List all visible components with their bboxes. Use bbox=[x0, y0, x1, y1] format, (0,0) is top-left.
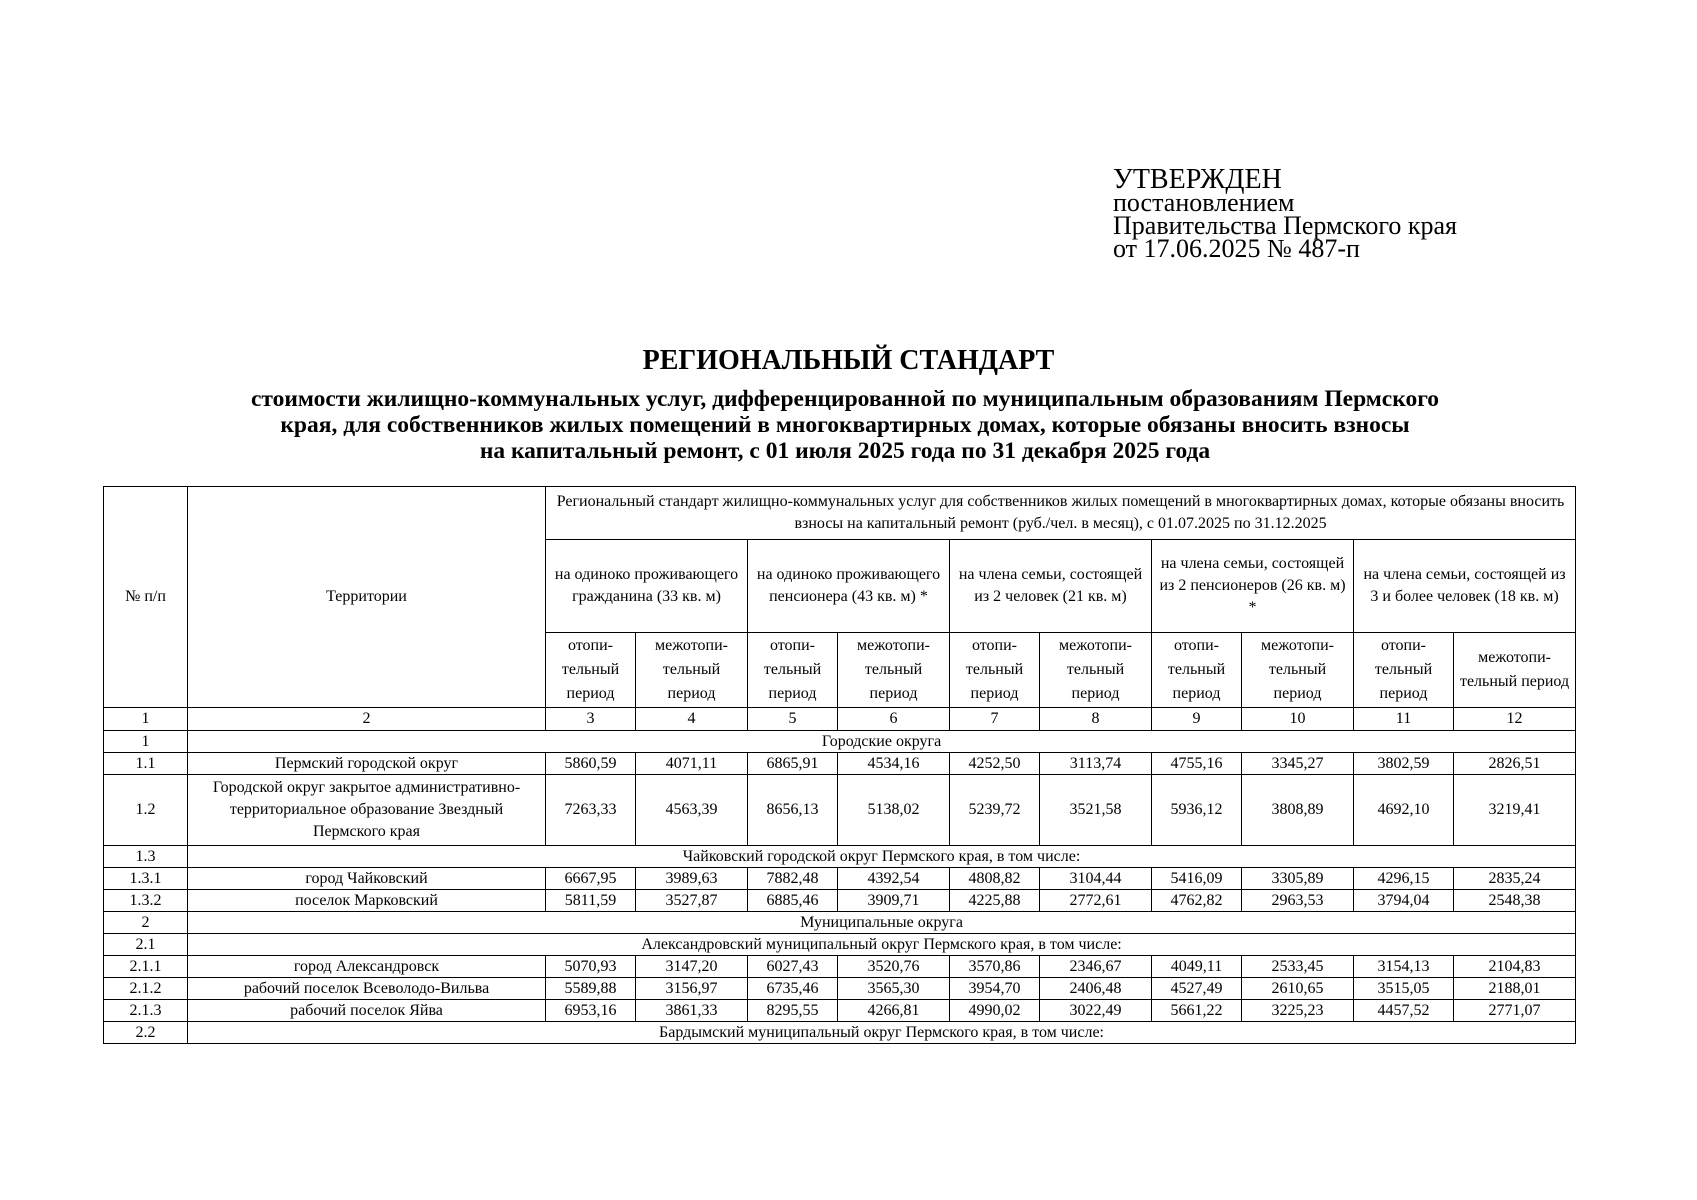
value-cell: 7263,33 bbox=[546, 775, 636, 846]
value-cell: 3225,23 bbox=[1242, 1000, 1354, 1022]
value-cell: 5416,09 bbox=[1152, 868, 1242, 890]
header-nonheating-period: межотопи-тельный период bbox=[1040, 633, 1152, 708]
table-row bbox=[104, 912, 1576, 934]
value-cell: 2610,65 bbox=[1242, 978, 1354, 1000]
row-number: 2.1 bbox=[104, 934, 188, 956]
document-title: РЕГИОНАЛЬНЫЙ СТАНДАРТ bbox=[642, 345, 1055, 376]
column-number: 3 bbox=[546, 708, 636, 731]
column-number: 7 bbox=[950, 708, 1040, 731]
value-cell: 3909,71 bbox=[838, 890, 950, 912]
territory-name: Пермский городской округ bbox=[188, 753, 546, 775]
value-cell: 3808,89 bbox=[1242, 775, 1354, 846]
value-cell: 3989,63 bbox=[636, 868, 748, 890]
column-number: 12 bbox=[1454, 708, 1576, 731]
approval-line-4: от 17.06.2025 № 487-п bbox=[1113, 234, 1360, 263]
row-number: 2.2 bbox=[104, 1022, 188, 1044]
value-cell: 3305,89 bbox=[1242, 868, 1354, 890]
header-heating-period: отопи-тельный период bbox=[1152, 633, 1242, 708]
value-cell: 2548,38 bbox=[1454, 890, 1576, 912]
value-cell: 5661,22 bbox=[1152, 1000, 1242, 1022]
row-number: 1.3 bbox=[104, 846, 188, 868]
value-cell: 2104,83 bbox=[1454, 956, 1576, 978]
value-cell: 4392,54 bbox=[838, 868, 950, 890]
row-number: 1.2 bbox=[104, 775, 188, 846]
table-row bbox=[104, 890, 1576, 912]
header-category-4: на члена семьи, состоящей из 2 пенсионеров (26 кв. м) * bbox=[1152, 540, 1354, 633]
header-heating-period: отопи-тельный период bbox=[950, 633, 1040, 708]
value-cell: 3570,86 bbox=[950, 956, 1040, 978]
value-cell: 4534,16 bbox=[838, 753, 950, 775]
row-number: 2.1.3 bbox=[104, 1000, 188, 1022]
value-cell: 3345,27 bbox=[1242, 753, 1354, 775]
value-cell: 5589,88 bbox=[546, 978, 636, 1000]
value-cell: 4990,02 bbox=[950, 1000, 1040, 1022]
value-cell: 5811,59 bbox=[546, 890, 636, 912]
value-cell: 4296,15 bbox=[1354, 868, 1454, 890]
approval-stamp bbox=[1113, 164, 1457, 263]
row-number: 2.1.2 bbox=[104, 978, 188, 1000]
section-title: Александровский муниципальный округ Пермского края, в том числе: bbox=[188, 934, 1576, 956]
table-row bbox=[104, 846, 1576, 868]
header-category-1: на одиноко проживающего гражданина (33 кв. м) bbox=[546, 540, 748, 633]
subtitle-line-2: края, для собственников жилых помещений в многоквартирных домах, которые обязаны вносить взносы bbox=[280, 412, 1410, 438]
territory-name: город Чайковский bbox=[188, 868, 546, 890]
subtitle-line-1: стоимости жилищно-коммунальных услуг, дифференцированной по муниципальным образованиям Пермского bbox=[250, 386, 1440, 412]
value-cell: 6865,91 bbox=[748, 753, 838, 775]
header-nonheating-period: межотопи-тельный период bbox=[1242, 633, 1354, 708]
value-cell: 4049,11 bbox=[1152, 956, 1242, 978]
section-title: Чайковский городской округ Пермского края, в том числе: bbox=[188, 846, 1576, 868]
value-cell: 3219,41 bbox=[1454, 775, 1576, 846]
value-cell: 6885,46 bbox=[748, 890, 838, 912]
table-row bbox=[104, 956, 1576, 978]
value-cell: 4808,82 bbox=[950, 868, 1040, 890]
territory-name: Городской округ закрытое административно-территориальное образование Звездный Пермского края bbox=[188, 775, 546, 846]
row-number: 1.3.2 bbox=[104, 890, 188, 912]
value-cell: 4755,16 bbox=[1152, 753, 1242, 775]
value-cell: 4457,52 bbox=[1354, 1000, 1454, 1022]
value-cell: 6953,16 bbox=[546, 1000, 636, 1022]
value-cell: 4692,10 bbox=[1354, 775, 1454, 846]
table-row bbox=[104, 1022, 1576, 1044]
column-number: 11 bbox=[1354, 708, 1454, 731]
header-nonheating-period: межотопи-тельный период bbox=[1454, 633, 1576, 708]
value-cell: 3802,59 bbox=[1354, 753, 1454, 775]
territory-name: город Александровск bbox=[188, 956, 546, 978]
column-number: 4 bbox=[636, 708, 748, 731]
header-heating-period: отопи-тельный период bbox=[546, 633, 636, 708]
value-cell: 8295,55 bbox=[748, 1000, 838, 1022]
value-cell: 3861,33 bbox=[636, 1000, 748, 1022]
value-cell: 3154,13 bbox=[1354, 956, 1454, 978]
table-row bbox=[104, 978, 1576, 1000]
value-cell: 3515,05 bbox=[1354, 978, 1454, 1000]
value-cell: 6667,95 bbox=[546, 868, 636, 890]
value-cell: 2826,51 bbox=[1454, 753, 1576, 775]
column-number: 2 bbox=[188, 708, 546, 731]
table-row bbox=[104, 868, 1576, 890]
column-number: 10 bbox=[1242, 708, 1354, 731]
territory-name: рабочий поселок Всеволодо-Вильва bbox=[188, 978, 546, 1000]
approval-line-2: постановлением bbox=[1113, 188, 1295, 217]
header-nonheating-period: межотопи-тельный период bbox=[636, 633, 748, 708]
value-cell: 5860,59 bbox=[546, 753, 636, 775]
header-territory: Территории bbox=[188, 487, 546, 708]
row-number: 1.1 bbox=[104, 753, 188, 775]
territory-name: рабочий поселок Яйва bbox=[188, 1000, 546, 1022]
row-number: 2 bbox=[104, 912, 188, 934]
column-number: 9 bbox=[1152, 708, 1242, 731]
header-heating-period: отопи-тельный период bbox=[1354, 633, 1454, 708]
approval-line-3: Правительства Пермского края bbox=[1113, 211, 1457, 240]
section-title: Бардымский муниципальный округ Пермского края, в том числе: bbox=[188, 1022, 1576, 1044]
value-cell: 7882,48 bbox=[748, 868, 838, 890]
header-heating-period: отопи-тельный период bbox=[748, 633, 838, 708]
header-category-5: на члена семьи, состоящей из 3 и более человек (18 кв. м) bbox=[1354, 540, 1576, 633]
value-cell: 6027,43 bbox=[748, 956, 838, 978]
column-number: 1 bbox=[104, 708, 188, 731]
value-cell: 2406,48 bbox=[1040, 978, 1152, 1000]
standard-table bbox=[103, 486, 1576, 1044]
column-number: 5 bbox=[748, 708, 838, 731]
value-cell: 4225,88 bbox=[950, 890, 1040, 912]
row-number: 1 bbox=[104, 731, 188, 753]
territory-name: поселок Марковский bbox=[188, 890, 546, 912]
value-cell: 4527,49 bbox=[1152, 978, 1242, 1000]
value-cell: 3521,58 bbox=[1040, 775, 1152, 846]
table-row bbox=[104, 753, 1576, 775]
value-cell: 8656,13 bbox=[748, 775, 838, 846]
header-category-2: на одиноко проживающего пенсионера (43 кв. м) * bbox=[748, 540, 950, 633]
value-cell: 3954,70 bbox=[950, 978, 1040, 1000]
document-subtitle bbox=[110, 386, 1580, 464]
subtitle-line-3: на капитальный ремонт, с 01 июля 2025 года по 31 декабря 2025 года bbox=[479, 438, 1211, 464]
value-cell: 4071,11 bbox=[636, 753, 748, 775]
table-row bbox=[104, 1000, 1576, 1022]
table-row bbox=[104, 775, 1576, 846]
value-cell: 3565,30 bbox=[838, 978, 950, 1000]
header-number: № п/п bbox=[104, 487, 188, 708]
value-cell: 4252,50 bbox=[950, 753, 1040, 775]
column-number: 8 bbox=[1040, 708, 1152, 731]
column-number: 6 bbox=[838, 708, 950, 731]
value-cell: 2533,45 bbox=[1242, 956, 1354, 978]
header-group: Региональный стандарт жилищно-коммунальных услуг для собственников жилых помещений в многоквартирных домах, которые обязаны вносить взносы на капитальный ремонт (руб./чел. в месяц), с 01.07.2025 по 31.12.2025 bbox=[546, 487, 1576, 540]
value-cell: 3113,74 bbox=[1040, 753, 1152, 775]
value-cell: 2963,53 bbox=[1242, 890, 1354, 912]
value-cell: 3104,44 bbox=[1040, 868, 1152, 890]
approval-line-1: УТВЕРЖДЕН bbox=[1113, 164, 1282, 195]
value-cell: 6735,46 bbox=[748, 978, 838, 1000]
value-cell: 5070,93 bbox=[546, 956, 636, 978]
table-row bbox=[104, 731, 1576, 753]
value-cell: 2835,24 bbox=[1454, 868, 1576, 890]
table-row bbox=[104, 934, 1576, 956]
value-cell: 4762,82 bbox=[1152, 890, 1242, 912]
value-cell: 5239,72 bbox=[950, 775, 1040, 846]
value-cell: 3156,97 bbox=[636, 978, 748, 1000]
row-number: 1.3.1 bbox=[104, 868, 188, 890]
value-cell: 3527,87 bbox=[636, 890, 748, 912]
row-number: 2.1.1 bbox=[104, 956, 188, 978]
value-cell: 2346,67 bbox=[1040, 956, 1152, 978]
value-cell: 4266,81 bbox=[838, 1000, 950, 1022]
header-category-3: на члена семьи, состоящей из 2 человек (21 кв. м) bbox=[950, 540, 1152, 633]
value-cell: 5138,02 bbox=[838, 775, 950, 846]
value-cell: 3794,04 bbox=[1354, 890, 1454, 912]
value-cell: 4563,39 bbox=[636, 775, 748, 846]
value-cell: 2771,07 bbox=[1454, 1000, 1576, 1022]
value-cell: 2188,01 bbox=[1454, 978, 1576, 1000]
section-title: Муниципальные округа bbox=[188, 912, 1576, 934]
value-cell: 3520,76 bbox=[838, 956, 950, 978]
value-cell: 2772,61 bbox=[1040, 890, 1152, 912]
value-cell: 3022,49 bbox=[1040, 1000, 1152, 1022]
section-title: Городские округа bbox=[188, 731, 1576, 753]
value-cell: 5936,12 bbox=[1152, 775, 1242, 846]
header-nonheating-period: межотопи-тельный период bbox=[838, 633, 950, 708]
value-cell: 3147,20 bbox=[636, 956, 748, 978]
